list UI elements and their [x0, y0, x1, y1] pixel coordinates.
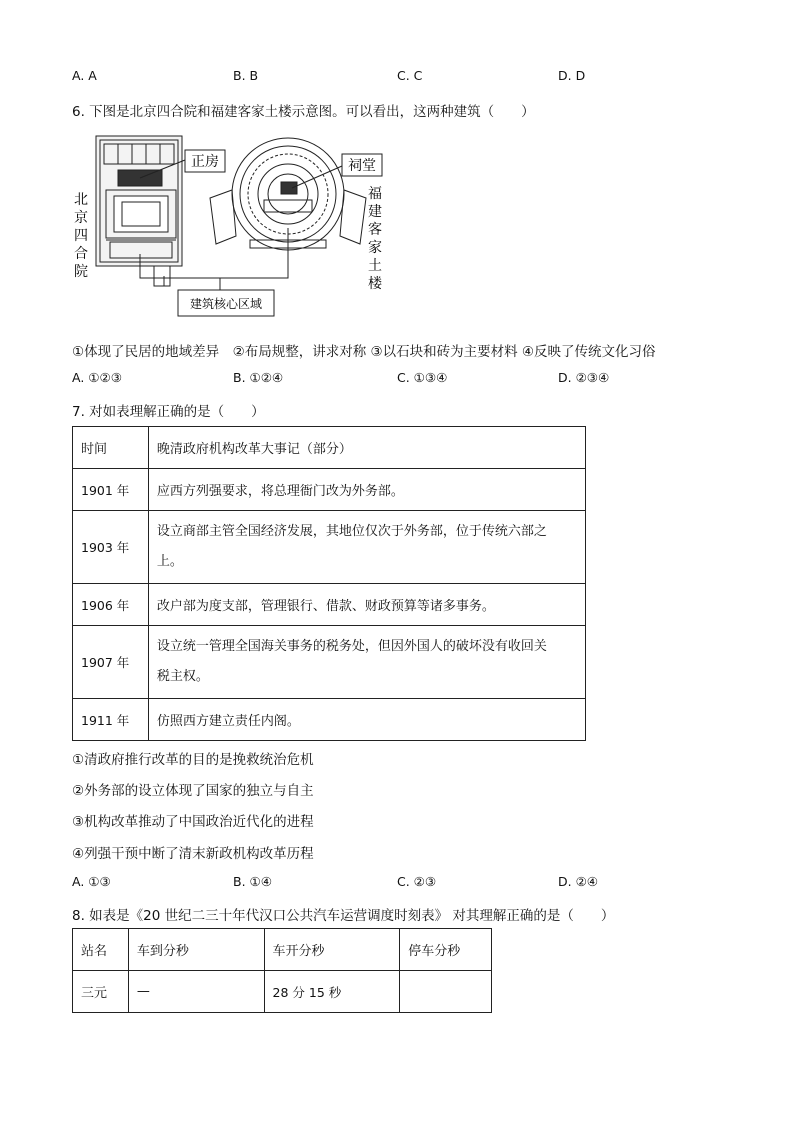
- row-event-line: 税主权。: [156, 669, 209, 684]
- svg-text:土: 土: [368, 258, 382, 274]
- q7-statement-1: ①清政府推行改革的目的是挽救统治危机: [72, 752, 314, 768]
- table-row: [73, 511, 586, 584]
- row-event-line: 设立统一管理全国海关事务的税务处，但因外国人的破坏没有收回关: [156, 639, 547, 654]
- siheyuan-plan: [96, 136, 182, 286]
- table-row: [73, 626, 586, 699]
- header-arrive: 车到分秒: [128, 929, 264, 971]
- row-event: 仿照西方建立责任内阁。: [148, 699, 585, 741]
- svg-text:福: 福: [368, 186, 382, 202]
- table-header-row: [73, 929, 492, 971]
- row-year: 1906 年: [73, 584, 149, 626]
- citang-label: 祠堂: [348, 158, 376, 174]
- cell-stop: [400, 971, 492, 1013]
- header-time: 时间: [73, 427, 149, 469]
- svg-text:建: 建: [368, 204, 382, 220]
- row-event-line: 上。: [156, 554, 183, 569]
- table-row: [73, 971, 492, 1013]
- q7-option-a: A. ①③: [72, 874, 111, 889]
- reform-table: [72, 426, 586, 741]
- zhengfang-label: 正房: [191, 154, 219, 170]
- row-year: 1903 年: [73, 511, 149, 584]
- q7-option-b: B. ①④: [233, 874, 272, 889]
- siheyuan-tulou-diagram: [70, 128, 390, 323]
- row-event: [148, 511, 585, 584]
- q7-statement-2: ②外务部的设立体现了国家的独立与自主: [72, 783, 314, 799]
- svg-text:客: 客: [368, 222, 382, 238]
- q6-option-d: D. ②③④: [558, 370, 610, 385]
- cell-station: 三元: [73, 971, 129, 1013]
- question-7-stem: 7. 对如表理解正确的是（ ）: [72, 404, 265, 420]
- q7-option-c: C. ②③: [397, 874, 437, 889]
- svg-text:京: 京: [74, 210, 88, 226]
- row-event-line: 设立商部主管全国经济发展，其地位仅次于外务部，位于传统六部之: [156, 524, 547, 539]
- core-area-label: 建筑核心区域: [189, 297, 263, 311]
- table-row: [73, 699, 586, 741]
- q7-option-d: D. ②④: [558, 874, 598, 889]
- tulou-vertical-label: [368, 186, 383, 292]
- svg-text:北: 北: [74, 192, 88, 208]
- table-row: [73, 584, 586, 626]
- q6-option-b: B. ①②④: [233, 370, 284, 385]
- question-6-stem: 6. 下图是北京四合院和福建客家土楼示意图。可以看出，这两种建筑（ ）: [72, 104, 535, 120]
- header-station: 站名: [73, 929, 129, 971]
- row-event: 应西方列强要求，将总理衙门改为外务部。: [148, 469, 585, 511]
- question-6-statements: ①体现了民居的地域差异 ②布局规整，讲求对称 ③以石块和砖为主要材料 ④反映了传统文化习俗: [72, 344, 656, 360]
- q6-option-a: A. ①②③: [72, 370, 122, 385]
- row-year: 1911 年: [73, 699, 149, 741]
- svg-text:楼: 楼: [368, 276, 382, 292]
- option-b: B. B: [233, 68, 259, 83]
- row-event: [148, 626, 585, 699]
- q6-option-c: C. ①③④: [397, 370, 448, 385]
- question-8-stem: 8. 如表是《20 世纪二三十年代汉口公共汽车运营调度时刻表》 对其理解正确的是（ ）: [72, 908, 615, 924]
- row-event: 改户部为度支部，管理银行、借款、财政预算等诸多事务。: [148, 584, 585, 626]
- cell-depart: 28 分 15 秒: [264, 971, 400, 1013]
- row-year: 1907 年: [73, 626, 149, 699]
- option-c: C. C: [397, 68, 423, 83]
- svg-text:家: 家: [368, 240, 382, 256]
- siheyuan-vertical-label: [74, 192, 88, 280]
- row-year: 1901 年: [73, 469, 149, 511]
- svg-text:合: 合: [74, 246, 88, 262]
- header-depart: 车开分秒: [264, 929, 400, 971]
- cell-arrive: —: [128, 971, 264, 1013]
- table-header-row: [73, 427, 586, 469]
- bus-schedule-table: [72, 928, 492, 1013]
- header-stop: 停车分秒: [400, 929, 492, 971]
- q7-statement-3: ③机构改革推动了中国政治近代化的进程: [72, 814, 314, 830]
- q7-statement-4: ④列强干预中断了清末新政机构改革历程: [72, 846, 314, 862]
- option-a: A. A: [72, 68, 97, 83]
- svg-text:院: 院: [74, 264, 88, 280]
- table-row: [73, 469, 586, 511]
- svg-text:四: 四: [74, 228, 88, 244]
- header-event: 晚清政府机构改革大事记（部分）: [148, 427, 585, 469]
- option-d: D. D: [558, 68, 586, 83]
